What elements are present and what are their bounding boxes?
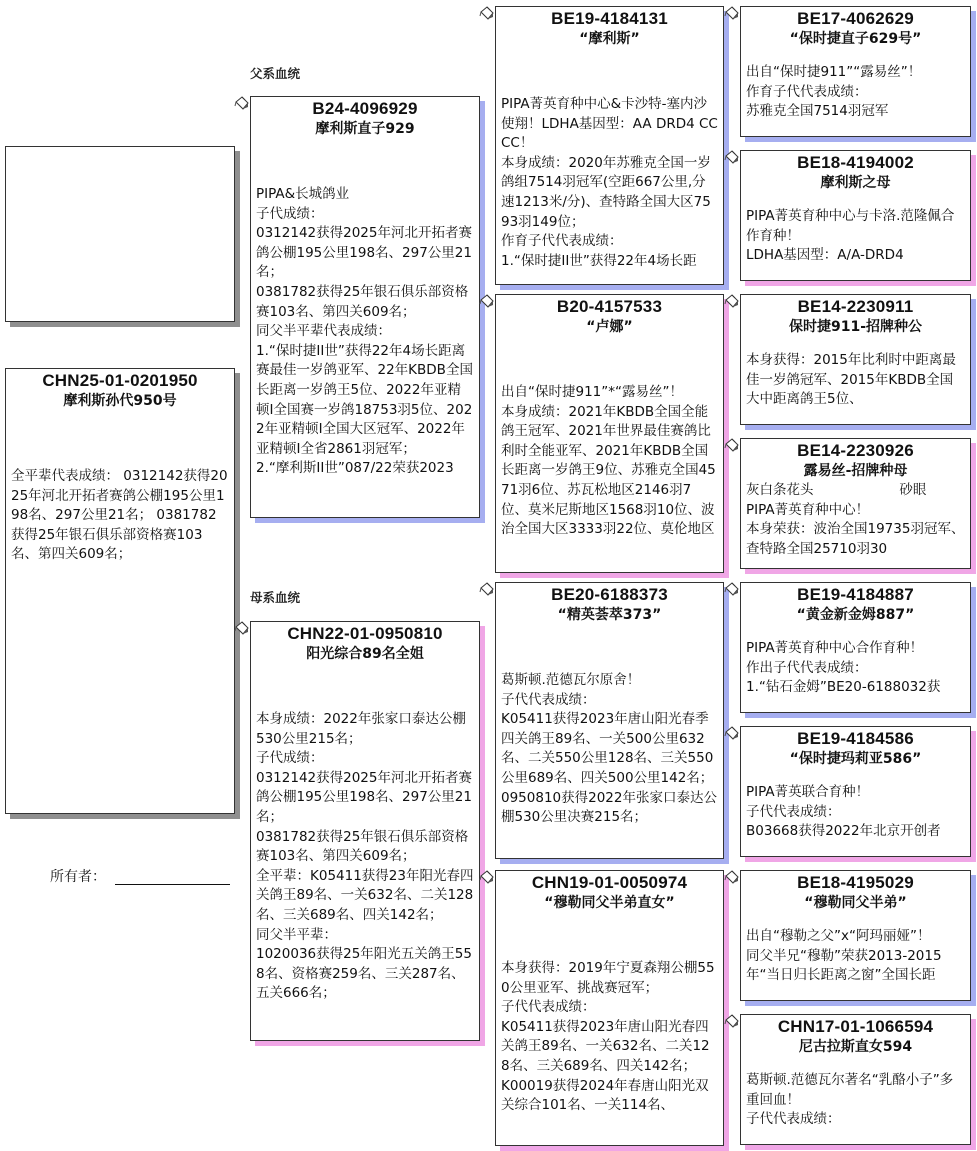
gen4-name: 摩利斯之母 bbox=[820, 175, 891, 191]
gen4-info: 出自“穆勒之父”x“阿玛丽娅”！ 同父半兄“穆勒”荣获2013-2015年“当日归长距离之窗”全国长距 bbox=[746, 928, 942, 984]
gen4-ring-number: BE14-2230911 bbox=[797, 297, 914, 316]
gen4-card[interactable] bbox=[740, 582, 971, 713]
subject-card[interactable] bbox=[5, 368, 235, 814]
sire-info: PIPA&长城鸽业 子代成绩： 0312142获得2025年河北开拓者赛鸽公棚195公里198名、297公里21名； 0381782获得25年银石俱乐部资格赛103名、第四关609名； 同父半平辈代表成绩： 1.“保时捷II世”获得22年4场长距离赛最佳一岁鸽亚军、22年KBDB全国长距离一岁鸽王5位、2022年亚精顿I全国赛一岁鸽18753羽5位、2022年亚精顿I全国大区冠军、2022年亚精顿I全省2861羽冠军； 2.“摩利斯II世”087/22荣获2023 bbox=[256, 186, 473, 477]
paint-bucket-icon[interactable] bbox=[723, 6, 739, 22]
paint-bucket-icon[interactable] bbox=[723, 870, 739, 886]
dam-sire-ring-number: BE20-6188373 bbox=[551, 585, 668, 604]
sire-line-label: 父系血统 bbox=[250, 66, 301, 81]
gen4-name: “穆勒同父半弟” bbox=[804, 895, 907, 911]
gen4-name: “保时捷直子629号” bbox=[789, 31, 922, 47]
gen4-name: “黄金新金姆887” bbox=[796, 607, 915, 623]
paint-bucket-icon[interactable] bbox=[478, 6, 494, 22]
dam-ring-number: CHN22-01-0950810 bbox=[287, 624, 443, 643]
paint-bucket-icon[interactable] bbox=[233, 621, 249, 637]
dam-name: 阳光综合89名全姐 bbox=[306, 646, 424, 662]
sire-sire-info: PIPA菁英育种中心&卡沙特-塞内沙使翔！LDHA基因型：AA DRD4 CCCC！ 本身成绩：2020年苏雅克全国一岁鸽组7514羽冠军(空距667公里,分速1213米/分)、查特路全国大区7593羽149位； 作育子代代表成绩： 1.“保时捷II世”获得22年4场长距 bbox=[501, 96, 718, 269]
gen4-card[interactable] bbox=[740, 726, 971, 857]
gen4-ring-number: BE19-4184887 bbox=[797, 585, 914, 604]
gen4-name: 露易丝-招牌种母 bbox=[803, 463, 908, 479]
dam-sire-card[interactable] bbox=[495, 582, 724, 859]
gen4-info: 出自“保时捷911”“露易丝”！ 作育子代代表成绩： 苏雅克全国7514羽冠军 bbox=[746, 64, 922, 120]
gen4-card[interactable] bbox=[740, 870, 971, 1001]
gen4-info: PIPA菁英育种中心与卡洛.范隆佩合作育种！ LDHA基因型：A/A-DRD4 bbox=[746, 208, 955, 264]
owner-field[interactable] bbox=[115, 884, 230, 885]
dam-line-label: 母系血统 bbox=[250, 590, 301, 605]
sire-dam-name: “卢娜” bbox=[586, 319, 633, 335]
paint-bucket-icon[interactable] bbox=[233, 96, 249, 112]
gen4-card[interactable] bbox=[740, 150, 971, 281]
gen4-ring-number: BE19-4184586 bbox=[797, 729, 914, 748]
sire-sire-ring-number: BE19-4184131 bbox=[551, 9, 668, 28]
sire-sire-name: “摩利斯” bbox=[579, 31, 640, 47]
paint-bucket-icon[interactable] bbox=[478, 870, 494, 886]
gen4-ring-number: CHN17-01-1066594 bbox=[777, 1017, 934, 1036]
subject-info: 全平辈代表成绩： 0312142获得2025年河北开拓者赛鸽公棚195公里198名、297公里21名； 0381782获得25年银石俱乐部资格赛103名、第四关609名； bbox=[11, 468, 228, 563]
gen4-card[interactable] bbox=[740, 1014, 971, 1145]
sire-dam-info: 出自“保时捷911”*“露易丝”！ 本身成绩：2021年KBDB全国全能鸽王冠军、2021年世界最佳赛鸽比利时全能亚军、2021年KBDB全国长距离一岁鸽王9位、苏雅克全国4571羽6位、苏瓦松地区2146羽7位、莫米尼斯地区1568羽10位、波治全国大区3333羽22位、莫伦地区 bbox=[501, 384, 716, 538]
sire-dam-ring-number: B20-4157533 bbox=[556, 297, 663, 316]
dam-dam-card[interactable] bbox=[495, 870, 724, 1146]
paint-bucket-icon[interactable] bbox=[723, 294, 739, 310]
paint-bucket-icon[interactable] bbox=[478, 294, 494, 310]
gen4-info: PIPA菁英育种中心合作育种！ 作出子代代表成绩： 1.“钻石金姆”BE20-6188032获 bbox=[746, 640, 941, 696]
paint-bucket-icon[interactable] bbox=[478, 582, 494, 598]
sire-dam-card[interactable] bbox=[495, 294, 724, 573]
gen4-ring-number: BE14-2230926 bbox=[797, 441, 914, 460]
gen4-card[interactable] bbox=[740, 438, 971, 569]
gen4-name: 尼古拉斯直女594 bbox=[798, 1039, 913, 1055]
dam-sire-name: “精英荟萃373” bbox=[557, 607, 662, 623]
paint-bucket-icon[interactable] bbox=[723, 438, 739, 454]
paint-bucket-icon[interactable] bbox=[723, 582, 739, 598]
subject-ring-number: CHN25-01-0201950 bbox=[42, 371, 198, 390]
sire-ring-number: B24-4096929 bbox=[312, 99, 418, 118]
gen4-name: “保时捷玛莉亚586” bbox=[789, 751, 922, 767]
subject-name: 摩利斯孙代950号 bbox=[63, 393, 177, 409]
owner-label: 所有者： bbox=[50, 869, 106, 885]
dam-info: 本身成绩：2022年张家口泰达公棚530公里215名； 子代成绩： 0312142获得2025年河北开拓者赛鸽公棚195公里198名、297公里21名； 0381782获得25年银石俱乐部资格赛103名、第四关609名； 全平辈：K05411获得23年阳光春四关鸽王89名、一关632名、二关128名、三关689名、四关142名； 同父半平辈： 1020036获得25年阳光五关鸽王558名、资格赛259名、三关287名、五关666名； bbox=[256, 711, 474, 1002]
gen4-name: 保时捷911-招牌种公 bbox=[788, 319, 923, 335]
paint-bucket-icon[interactable] bbox=[723, 726, 739, 742]
paint-bucket-icon[interactable] bbox=[723, 1014, 739, 1030]
paint-bucket-icon[interactable] bbox=[723, 150, 739, 166]
dam-dam-name: “穆勒同父半弟直女” bbox=[544, 895, 675, 911]
sire-card[interactable] bbox=[250, 96, 480, 518]
dam-dam-info: 本身获得：2019年宁夏森翔公棚550公里亚军、挑战赛冠军； 子代代表成绩： K05411获得2023年唐山阳光春四关鸽王89名、一关632名、二关128名、三关689名、四关142名； K00019获得2024年春唐山阳光双关综合101名、一关114名、 bbox=[501, 960, 715, 1114]
gen4-info: 葛斯顿.范德瓦尔著名“乳酪小子”多重回血！ 子代代表成绩： bbox=[746, 1072, 954, 1128]
gen4-info: 灰白条花头 砂眼 PIPA菁英育种中心！ 本身荣获：波治全国19735羽冠军、查特路全国25710羽30 bbox=[746, 482, 965, 557]
gen4-ring-number: BE18-4195029 bbox=[797, 873, 914, 892]
gen4-info: 本身获得：2015年比利时中距离最佳一岁鸽冠军、2015年KBDB全国大中距离鸽王5位、 bbox=[746, 352, 956, 408]
dam-sire-info: 葛斯顿.范德瓦尔原舍！ 子代代表成绩： K05411获得2023年唐山阳光春季四关鸽王89名、一关500公里632名、二关550公里128名、三关550公里689名、四关500公里142名； 0950810获得2022年张家口泰达公棚530公里决赛215名； bbox=[501, 672, 717, 826]
dam-dam-ring-number: CHN19-01-0050974 bbox=[531, 873, 688, 892]
gen4-ring-number: BE18-4194002 bbox=[797, 153, 914, 172]
gen4-card[interactable] bbox=[740, 294, 971, 425]
sire-sire-card[interactable] bbox=[495, 6, 724, 285]
gen4-card[interactable] bbox=[740, 6, 971, 137]
photo-frame bbox=[5, 146, 235, 322]
gen4-ring-number: BE17-4062629 bbox=[797, 9, 914, 28]
dam-card[interactable] bbox=[250, 621, 480, 1041]
sire-name: 摩利斯直子929 bbox=[315, 121, 415, 137]
gen4-info: PIPA菁英联合育种！ 子代代表成绩： B03668获得2022年北京开创者 bbox=[746, 784, 941, 840]
